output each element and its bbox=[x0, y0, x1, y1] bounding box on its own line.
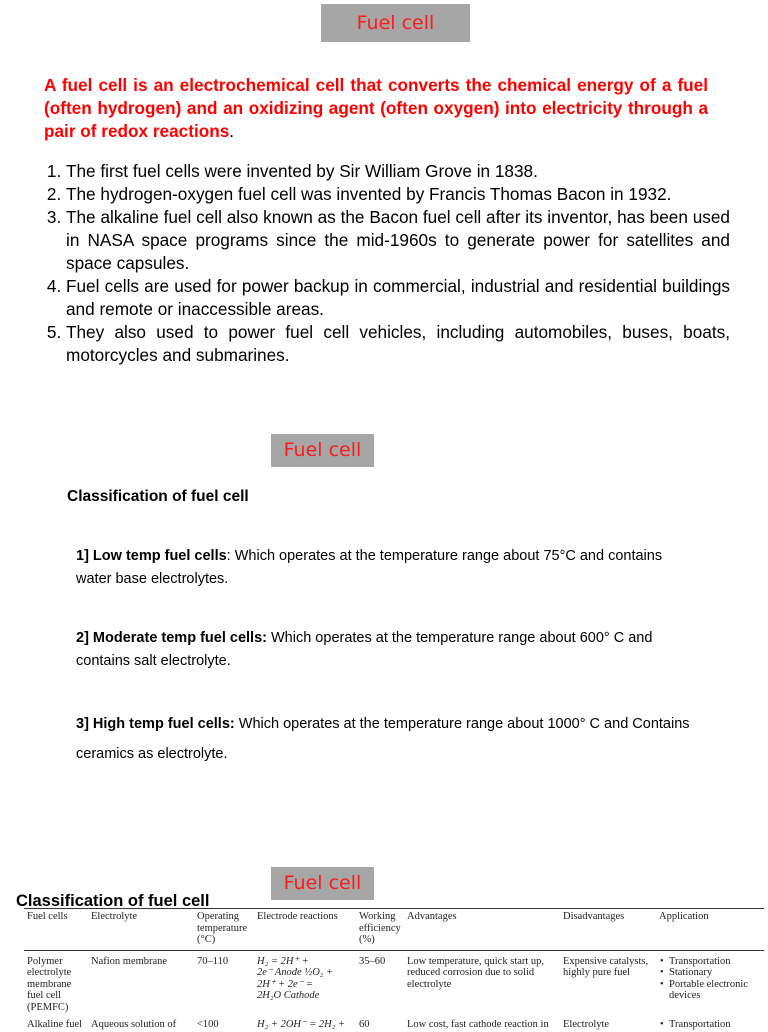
header-efficiency: Working efficiency (%) bbox=[359, 911, 401, 945]
table-row bbox=[24, 950, 764, 1014]
header-disadvantages: Disadvantages bbox=[563, 911, 625, 922]
slide-title-bottom-text: Fuel cell bbox=[283, 872, 362, 894]
header-fuel-cells: Fuel cells bbox=[27, 911, 68, 922]
cell-fuel-cell: Alkaline fuel bbox=[27, 1019, 83, 1030]
fact-item: 2. The hydrogen-oxygen fuel cell was invented by Francis Thomas Bacon in 1932. bbox=[66, 183, 730, 206]
facts-list bbox=[44, 160, 730, 367]
cell-electrolyte: Aqueous solution of bbox=[91, 1019, 177, 1030]
slide-title-bottom bbox=[271, 867, 374, 900]
cell-temperature: 70–110 bbox=[197, 955, 229, 967]
table-heading: Classification of fuel cell bbox=[16, 892, 210, 910]
cell-reactions bbox=[254, 1014, 356, 1032]
header-application: Application bbox=[659, 911, 709, 922]
cell-temperature: <100 bbox=[197, 1019, 219, 1030]
application-item: • Transportation bbox=[669, 956, 761, 968]
application-item: • Transportation bbox=[669, 1019, 761, 1031]
fact-item: 5. They also used to power fuel cell vehicles, including automobiles, buses, boats, motorcycles and submarines. bbox=[66, 321, 730, 367]
slide-title-top-text: Fuel cell bbox=[356, 11, 435, 34]
header-electrolyte: Electrolyte bbox=[91, 911, 138, 922]
slide-title-middle-text: Fuel cell bbox=[283, 439, 362, 461]
definition-paragraph bbox=[44, 74, 708, 143]
low-temp-label: 1] Low temp fuel cells bbox=[76, 548, 227, 564]
header-temperature: Operating temperature (°C) bbox=[197, 911, 248, 945]
moderate-temp-text: Which operates at the temperature range about 600° C and contains salt electrolyte. bbox=[76, 630, 653, 669]
fact-item: 1. The first fuel cells were invented by Sir William Grove in 1838. bbox=[66, 160, 730, 183]
reaction-line: 2H⁺ + 2e⁻ = bbox=[257, 978, 313, 990]
cell-efficiency: 35–60 bbox=[359, 955, 386, 967]
cell-efficiency: 60 bbox=[359, 1019, 370, 1030]
cell-disadvantages: Electrolyte bbox=[563, 1019, 610, 1030]
definition-text: A fuel cell is an electrochemical cell that converts the chemical energy of a fuel (often hydrogen) and an oxidizing agent (often oxygen) into electricity through a pair of redox reactions bbox=[44, 75, 708, 141]
application-item: • Stationary bbox=[669, 967, 761, 979]
high-temp-text: Which operates at the temperature range about 1000° C and Contains ceramics as electrolyte. bbox=[76, 716, 690, 762]
cell-reactions bbox=[254, 950, 356, 1014]
slide-title-middle bbox=[271, 434, 374, 467]
cell-fuel-cell: Polymer electrolyte membrane fuel cell (PEMFC) bbox=[27, 955, 72, 1013]
fact-item: 3. The alkaline fuel cell also known as the Bacon fuel cell after its inventor, has been used in NASA space programs since the mid-1960s to generate power for satellites and space capsules. bbox=[66, 206, 730, 275]
high-temp-label: 3] High temp fuel cells: bbox=[76, 716, 235, 732]
fuel-cell-table bbox=[24, 908, 764, 1032]
cell-advantages: Low cost, fast cathode reaction in bbox=[407, 1019, 549, 1030]
application-item: • Portable electronic devices bbox=[669, 979, 761, 1002]
reaction-line: H₂ = 2H⁺ + bbox=[257, 955, 309, 967]
reaction-line: 2e⁻ Anode ½O₂ + bbox=[257, 967, 334, 978]
moderate-temp-label: 2] Moderate temp fuel cells: bbox=[76, 630, 267, 646]
application-list bbox=[659, 1019, 761, 1031]
application-list bbox=[659, 956, 761, 1002]
table-row bbox=[24, 1014, 764, 1032]
fact-item: 4. Fuel cells are used for power backup in commercial, industrial and residential buildings and remote or inaccessible areas. bbox=[66, 275, 730, 321]
classification-heading: Classification of fuel cell bbox=[67, 488, 249, 505]
cell-applications bbox=[656, 950, 764, 1014]
slide-title-top bbox=[321, 4, 470, 42]
high-temp-paragraph bbox=[76, 709, 696, 769]
header-reactions: Electrode reactions bbox=[257, 911, 338, 922]
header-advantages: Advantages bbox=[407, 911, 457, 922]
cell-applications bbox=[656, 1014, 764, 1032]
table-header-row bbox=[24, 909, 764, 951]
low-temp-paragraph bbox=[76, 545, 696, 590]
low-temp-text: : Which operates at the temperature range about 75°C and contains water base electrolytes. bbox=[76, 548, 663, 587]
definition-period: . bbox=[229, 121, 235, 141]
cell-advantages: Low temperature, quick start up, reduced corrosion due to solid electrolyte bbox=[407, 955, 545, 990]
reaction-line: H₂ + 2OH⁻ = 2H₂ + bbox=[257, 1019, 346, 1030]
cell-disadvantages: Expensive catalysts, highly pure fuel bbox=[563, 955, 649, 978]
reaction-line: 2H₂O Cathode bbox=[257, 990, 320, 1001]
moderate-temp-paragraph bbox=[76, 627, 696, 672]
cell-electrolyte: Nafion membrane bbox=[91, 955, 168, 967]
